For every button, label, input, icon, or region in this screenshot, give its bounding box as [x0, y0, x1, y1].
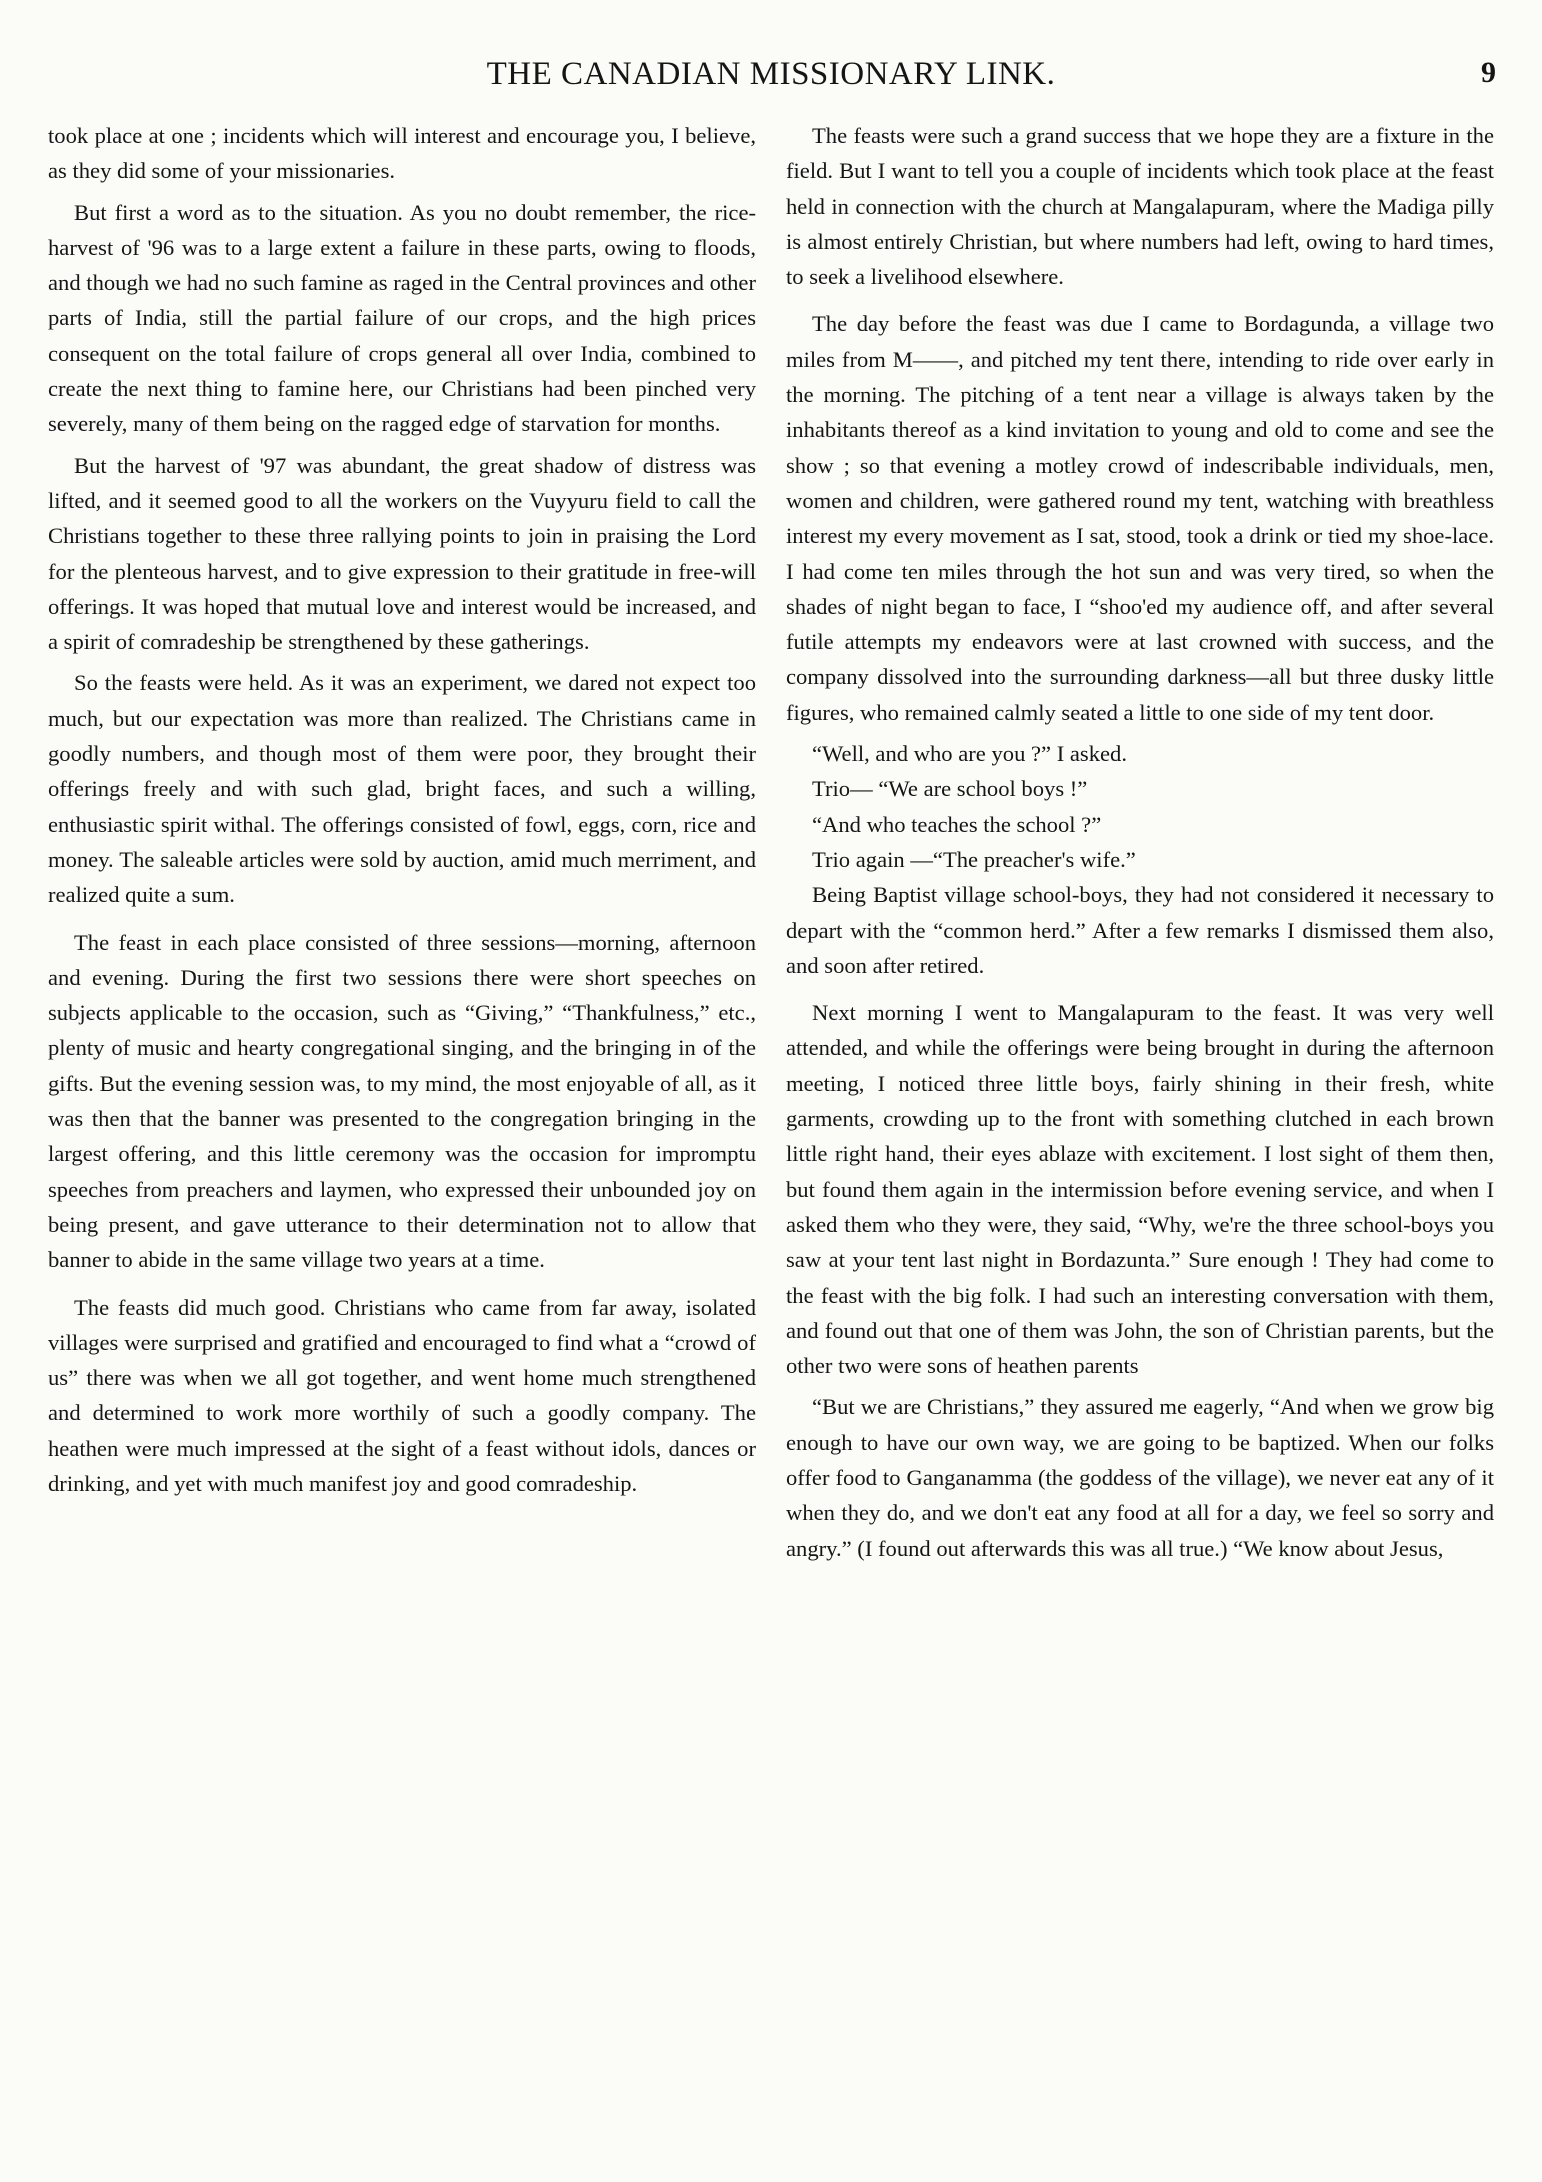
dialogue-line: Trio— “We are school boys !” — [812, 776, 1088, 802]
dialogue-line: “And who teaches the school ?” — [812, 811, 1102, 837]
page-number: 9 — [1481, 56, 1496, 89]
paragraph: But first a word as to the situation. As you no doubt remember, the rice-harvest of '96 was to a large extent a failure in these parts, owing to floods, and though we had no such famine as raged in the Central provinces and other parts of India, still the partial failure of our crops, and the high prices consequent on the total failure of crops general all over India, combined to create the next thing to famine here, our Christians had been pinched very severely, many of them being on the ragged edge of starvation for months. — [48, 199, 756, 437]
dialogue-line: “Well, and who are you ?” I asked. — [812, 741, 1127, 767]
paragraph: Next morning I went to Mangalapuram to the feast. It was very well attended, and while the offerings were being brought in during the afternoon meeting, I noticed three little boys, fairly shining in their fresh, white garments, crowding up to the front with something clutched in each brown little right hand, their eyes ablaze with excitement. I lost sight of them then, but found them again in the intermission before evening service, and when I asked them who they were, they said, “Why, we're the three school-boys you saw at your tent last night in Bordazunta.” Sure enough ! They had come to the feast with the big folk. I had such an interesting conversation with them, and found out that one of them was John, the son of Christian parents, but the other two were sons of heathen parents — [786, 1000, 1494, 1379]
paragraph: So the feasts were held. As it was an experiment, we dared not expect too much, but our expectation was more than realized. The Christians came in goodly numbers, and though most of them were poor, they brought their offerings freely and with such glad, bright faces, and such a willing, enthusiastic spirit withal. The offerings consisted of fowl, eggs, corn, rice and money. The saleable articles were sold by auction, amid much merriment, and realized quite a sum. — [48, 670, 756, 908]
paragraph: “But we are Christians,” they assured me eagerly, “And when we grow big enough to have our own way, we are going to be baptized. When our folks offer food to Ganganamma (the goddess of the village), we never eat any of it when they do, and we don't eat any food at all for a day, we feel so sorry and angry.” (I found out afterwards this was all true.) “We know about Jesus, — [786, 1394, 1494, 1561]
right-column — [786, 118, 1494, 1572]
paragraph: The feasts did much good. Christians who came from far away, isolated villages were surprised and gratified and encouraged to find what a “crowd of us” there was when we all got together, and went home much strengthened and determined to work more worthily of such a goodly company. The heathen were much impressed at the sight of a feast without idols, dances or drinking, and yet with much manifest joy and good comradeship. — [48, 1294, 756, 1496]
dialogue-line: Trio again —“The preacher's wife.” — [812, 846, 1136, 872]
journal-title: THE CANADIAN MISSIONARY LINK. — [486, 56, 1056, 92]
paragraph: Being Baptist village school-boys, they had not considered it necessary to depart with the “common herd.” After a few remarks I dismissed them also, and soon after retired. — [786, 882, 1494, 978]
paragraph: The feasts were such a grand success that we hope they are a fixture in the field. But I want to tell you a couple of incidents which took place at the feast held in connection with the church at Mangalapuram, where the Madiga pilly is almost entirely Christian, but where numbers had left, owing to hard times, to seek a livelihood elsewhere. — [786, 123, 1494, 290]
page-header — [0, 52, 1542, 102]
left-column — [48, 118, 756, 1507]
paragraph: The day before the feast was due I came to Bordagunda, a village two miles from M——, and pitched my tent there, intending to ride over early in the morning. The pitching of a tent near a village is always taken by the inhabitants thereof as a kind invitation to young and old to come and see the show ; so that evening a motley crowd of indescribable individuals, men, women and children, were gathered round my tent, watching with breathless interest my every movement as I sat, stood, took a drink or tied my shoe-lace. I had come ten miles through the hot sun and was very tired, so when the shades of night began to face, I “shoo'ed my audience off, and after several futile attempts my endeavors were at last crowned with success, and the company dissolved into the surrounding darkness—all but three dusky little figures, who remained calmly seated a little to one side of my tent door. — [786, 311, 1494, 725]
paragraph: took place at one ; incidents which will interest and encourage you, I believe, as they did some of your missionaries. — [48, 123, 756, 184]
paragraph: But the harvest of '97 was abundant, the great shadow of distress was lifted, and it seemed good to all the workers on the Vuyyuru field to call the Christians together to these three rallying points to join in praising the Lord for the plenteous harvest, and to give expression to their gratitude in free-will offerings. It was hoped that mutual love and interest would be increased, and a spirit of comradeship be strengthened by these gatherings. — [48, 452, 756, 655]
paragraph: The feast in each place consisted of three sessions—morning, afternoon and evening. During the first two sessions there were short speeches on subjects applicable to the occasion, such as “Giving,” “Thankfulness,” etc., plenty of music and hearty congregational singing, and the bringing in of the gifts. But the evening session was, to my mind, the most enjoyable of all, as it was then that the banner was presented to the congregation bringing in the largest offering, and this little ceremony was the occasion for impromptu speeches from preachers and laymen, who expressed their unbounded joy on being present, and gave utterance to their determination not to allow that banner to abide in the same village two years at a time. — [48, 929, 756, 1273]
